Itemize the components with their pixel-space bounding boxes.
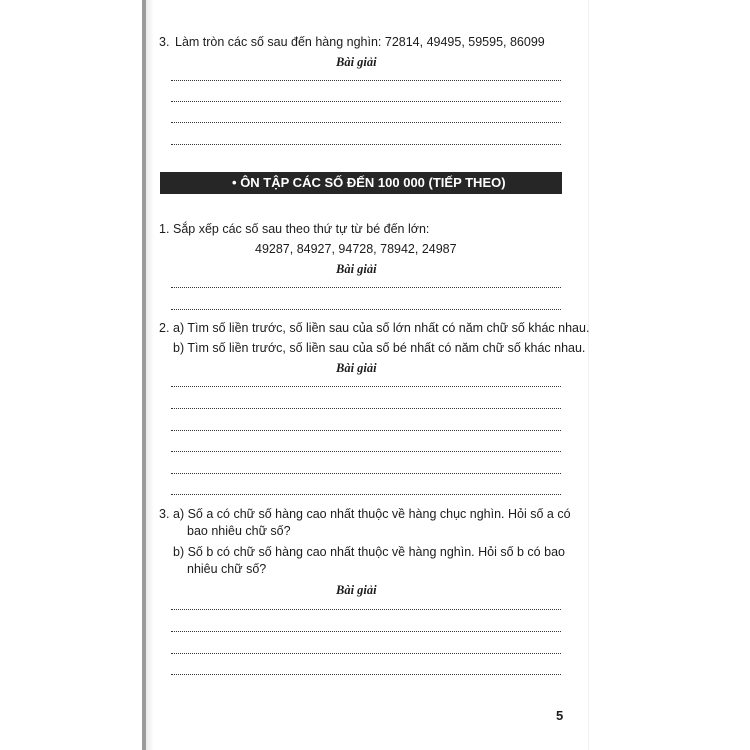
exercise-3-part-a-line1: a) Số a có chữ số hàng cao nhất thuộc về hàng chục nghìn. Hỏi số a có bbox=[173, 507, 571, 521]
exercise-3-part-a-line2: bao nhiêu chữ số? bbox=[187, 524, 291, 538]
exercise-2-part-b: b) Tìm số liền trước, số liền sau của số bé nhất có năm chữ số khác nhau. bbox=[173, 341, 586, 355]
page-right-edge bbox=[588, 0, 589, 750]
top-exercise-text: Làm tròn các số sau đến hàng nghìn: 72814, 49495, 59595, 86099 bbox=[175, 35, 545, 49]
exercise-1-text: Sắp xếp các số sau theo thứ tự từ bé đến lớn: bbox=[173, 222, 430, 236]
exercise-2-number: 2. bbox=[159, 321, 170, 335]
answer-line bbox=[171, 494, 561, 495]
answer-line bbox=[171, 430, 561, 431]
answer-line bbox=[171, 674, 561, 675]
answer-line bbox=[171, 309, 561, 310]
exercise-3-solution-label: Bài giải bbox=[336, 583, 377, 597]
section-title bbox=[232, 175, 506, 190]
answer-line bbox=[171, 101, 561, 102]
answer-line bbox=[171, 631, 561, 632]
answer-line bbox=[171, 408, 561, 409]
page-binding-shadow bbox=[146, 0, 154, 750]
exercise-1-numbers: 49287, 84927, 94728, 78942, 24987 bbox=[255, 242, 457, 256]
exercise-3-number: 3. bbox=[159, 507, 170, 521]
answer-line bbox=[171, 473, 561, 474]
exercise-1-solution-label: Bài giải bbox=[336, 262, 377, 276]
answer-line bbox=[171, 653, 561, 654]
section-banner bbox=[160, 172, 562, 194]
answer-line bbox=[171, 386, 561, 387]
exercise-2-solution-label: Bài giải bbox=[336, 361, 377, 375]
answer-line bbox=[171, 287, 561, 288]
section-title-text: ÔN TẬP CÁC SỐ ĐẾN 100 000 (TIẾP THEO) bbox=[240, 175, 506, 190]
answer-line bbox=[171, 144, 561, 145]
top-solution-label: Bài giải bbox=[336, 55, 377, 69]
answer-line bbox=[171, 609, 561, 610]
top-exercise-number: 3. bbox=[159, 35, 170, 49]
page-number: 5 bbox=[556, 708, 564, 723]
exercise-3-part-b-line2: nhiêu chữ số? bbox=[187, 562, 267, 576]
section-bullet: • bbox=[232, 175, 237, 190]
answer-line bbox=[171, 122, 561, 123]
exercise-1-number: 1. bbox=[159, 222, 170, 236]
exercise-3-part-b-line1: b) Số b có chữ số hàng cao nhất thuộc về hàng nghìn. Hỏi số b có bao bbox=[173, 545, 565, 559]
answer-line bbox=[171, 451, 561, 452]
exercise-2-part-a: a) Tìm số liền trước, số liền sau của số lớn nhất có năm chữ số khác nhau. bbox=[173, 321, 590, 335]
answer-line bbox=[171, 80, 561, 81]
